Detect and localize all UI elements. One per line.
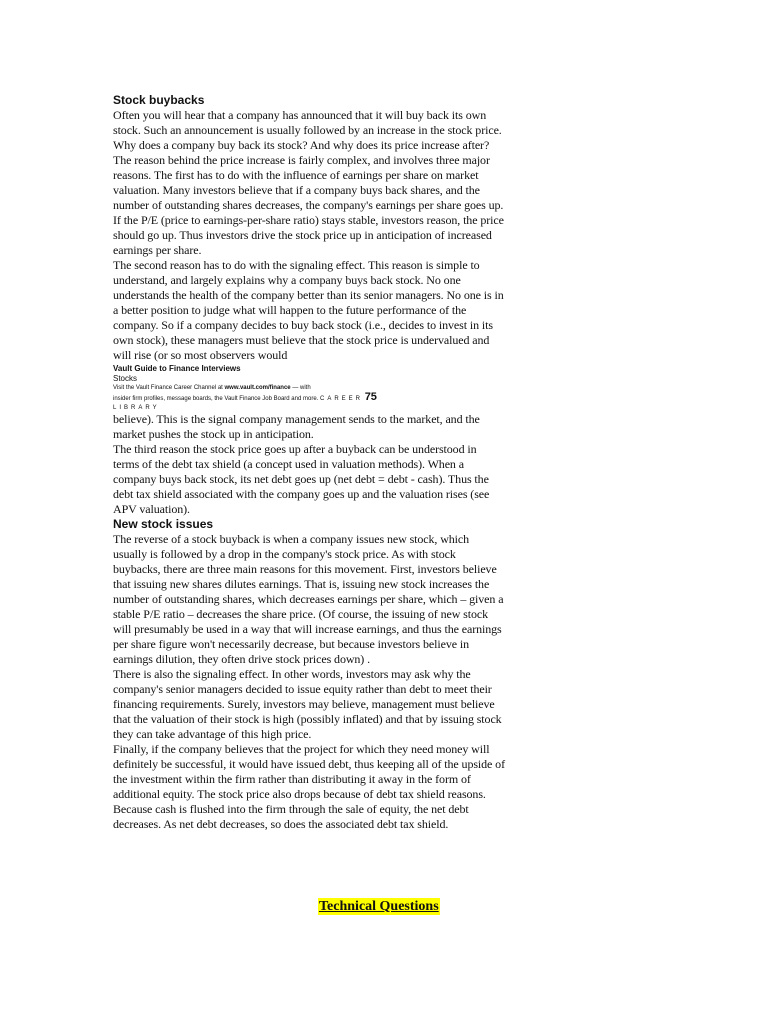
buybacks-paragraph-1: Often you will hear that a company has announced that it will buy back its own stock. Such an announcement is usually followed by an increase in the stock price. Why does a company buy back its stock? And why does its price increase after? [113, 108, 502, 152]
issues-paragraph-2: There is also the signaling effect. In other words, investors may ask why the company's senior managers decided to issue equity rather than debt to meet their financing requirements. Surely, investors may believe, management must believe that the valuation of their stock is high (possibly inflated) and that by issuing stock they can take advantage of this high price. [113, 667, 502, 741]
technical-questions-heading: Technical Questions [319, 899, 439, 914]
buybacks-paragraph-4: believe). This is the signal company management sends to the market, and the market pushes the stock up in anticipation. [113, 412, 480, 441]
footer-section-name: Stocks [113, 374, 138, 383]
footer-library-label: LIBRARY [113, 405, 160, 411]
buybacks-paragraph-3: The second reason has to do with the signaling effect. This reason is simple to understand, and largely explains why a company buys back stock. No one understands the health of the company better than its senior managers. No one is in a better position to judge what will happen to the future performance of the company. So if a company decides to buy back stock (i.e., decides to invest in its own stock), these managers must believe that the stock price is undervalued and will rise (or so most observers would [113, 258, 504, 362]
footer-visit-link[interactable]: www.vault.com/finance [224, 385, 291, 391]
footer-visit-suffix: — with [290, 385, 311, 391]
buybacks-paragraph-5: The third reason the stock price goes up after a buyback can be understood in terms of the debt tax shield (a concept used in valuation methods). When a company buys back stock, its net debt goes up (net debt = debt - cash). Thus the debt tax shield associated with the company goes up and the valuation rises (see APV valuation). [113, 442, 490, 516]
document-body [113, 93, 505, 832]
stock-buybacks-heading: Stock buybacks [113, 93, 205, 107]
page-footer [113, 364, 505, 412]
footer-insider-line [113, 393, 505, 404]
footer-visit-line [113, 384, 505, 393]
footer-page-number: 75 [364, 391, 377, 403]
buybacks-paragraph-2: The reason behind the price increase is fairly complex, and involves three major reasons. The first has to do with the influence of earnings per share on market valuation. Many investors believe that if a company buys back shares, and the number of outstanding shares decreases, the company's earnings per share goes up. If the P/E (price to earnings-per-share ratio) stays stable, investors reason, the price should go up. Thus investors drive the stock price up in anticipation of increased earnings per share. [113, 153, 504, 257]
footer-visit-prefix: Visit the Vault Finance Career Channel at [113, 385, 225, 391]
issues-paragraph-1: The reverse of a stock buyback is when a company issues new stock, which usually is followed by a drop in the company's stock price. As with stock buybacks, there are three main reasons for this movement. First, investors believe that issuing new shares dilutes earnings. That is, issuing new stock increases the number of outstanding shares, which decreases earnings per share, which – given a stable P/E ratio – decreases the share price. (Of course, the issuing of new stock will presumably be used in a way that will increase earnings, and thus the earnings per share figure won't necessarily decrease, but because investors believe in earnings dilution, they often drive stock prices down) . [113, 532, 504, 666]
footer-career-label: CAREER [320, 396, 364, 402]
new-stock-issues-heading: New stock issues [113, 517, 214, 531]
footer-guide-title: Vault Guide to Finance Interviews [113, 364, 241, 373]
issues-paragraph-3: Finally, if the company believes that the project for which they need money will definitely be successful, it would have issued debt, thus keeping all of the upside of the investment within the firm rather than distributing it away in the form of additional equity. The stock price also drops because of debt tax shield reasons. Because cash is flushed into the firm through the sale of equity, the net debt decreases. As net debt decreases, so does the associated debt tax shield. [113, 742, 505, 831]
footer-insider-text: insider firm profiles, message boards, the Vault Finance Job Board and more. [113, 396, 320, 402]
